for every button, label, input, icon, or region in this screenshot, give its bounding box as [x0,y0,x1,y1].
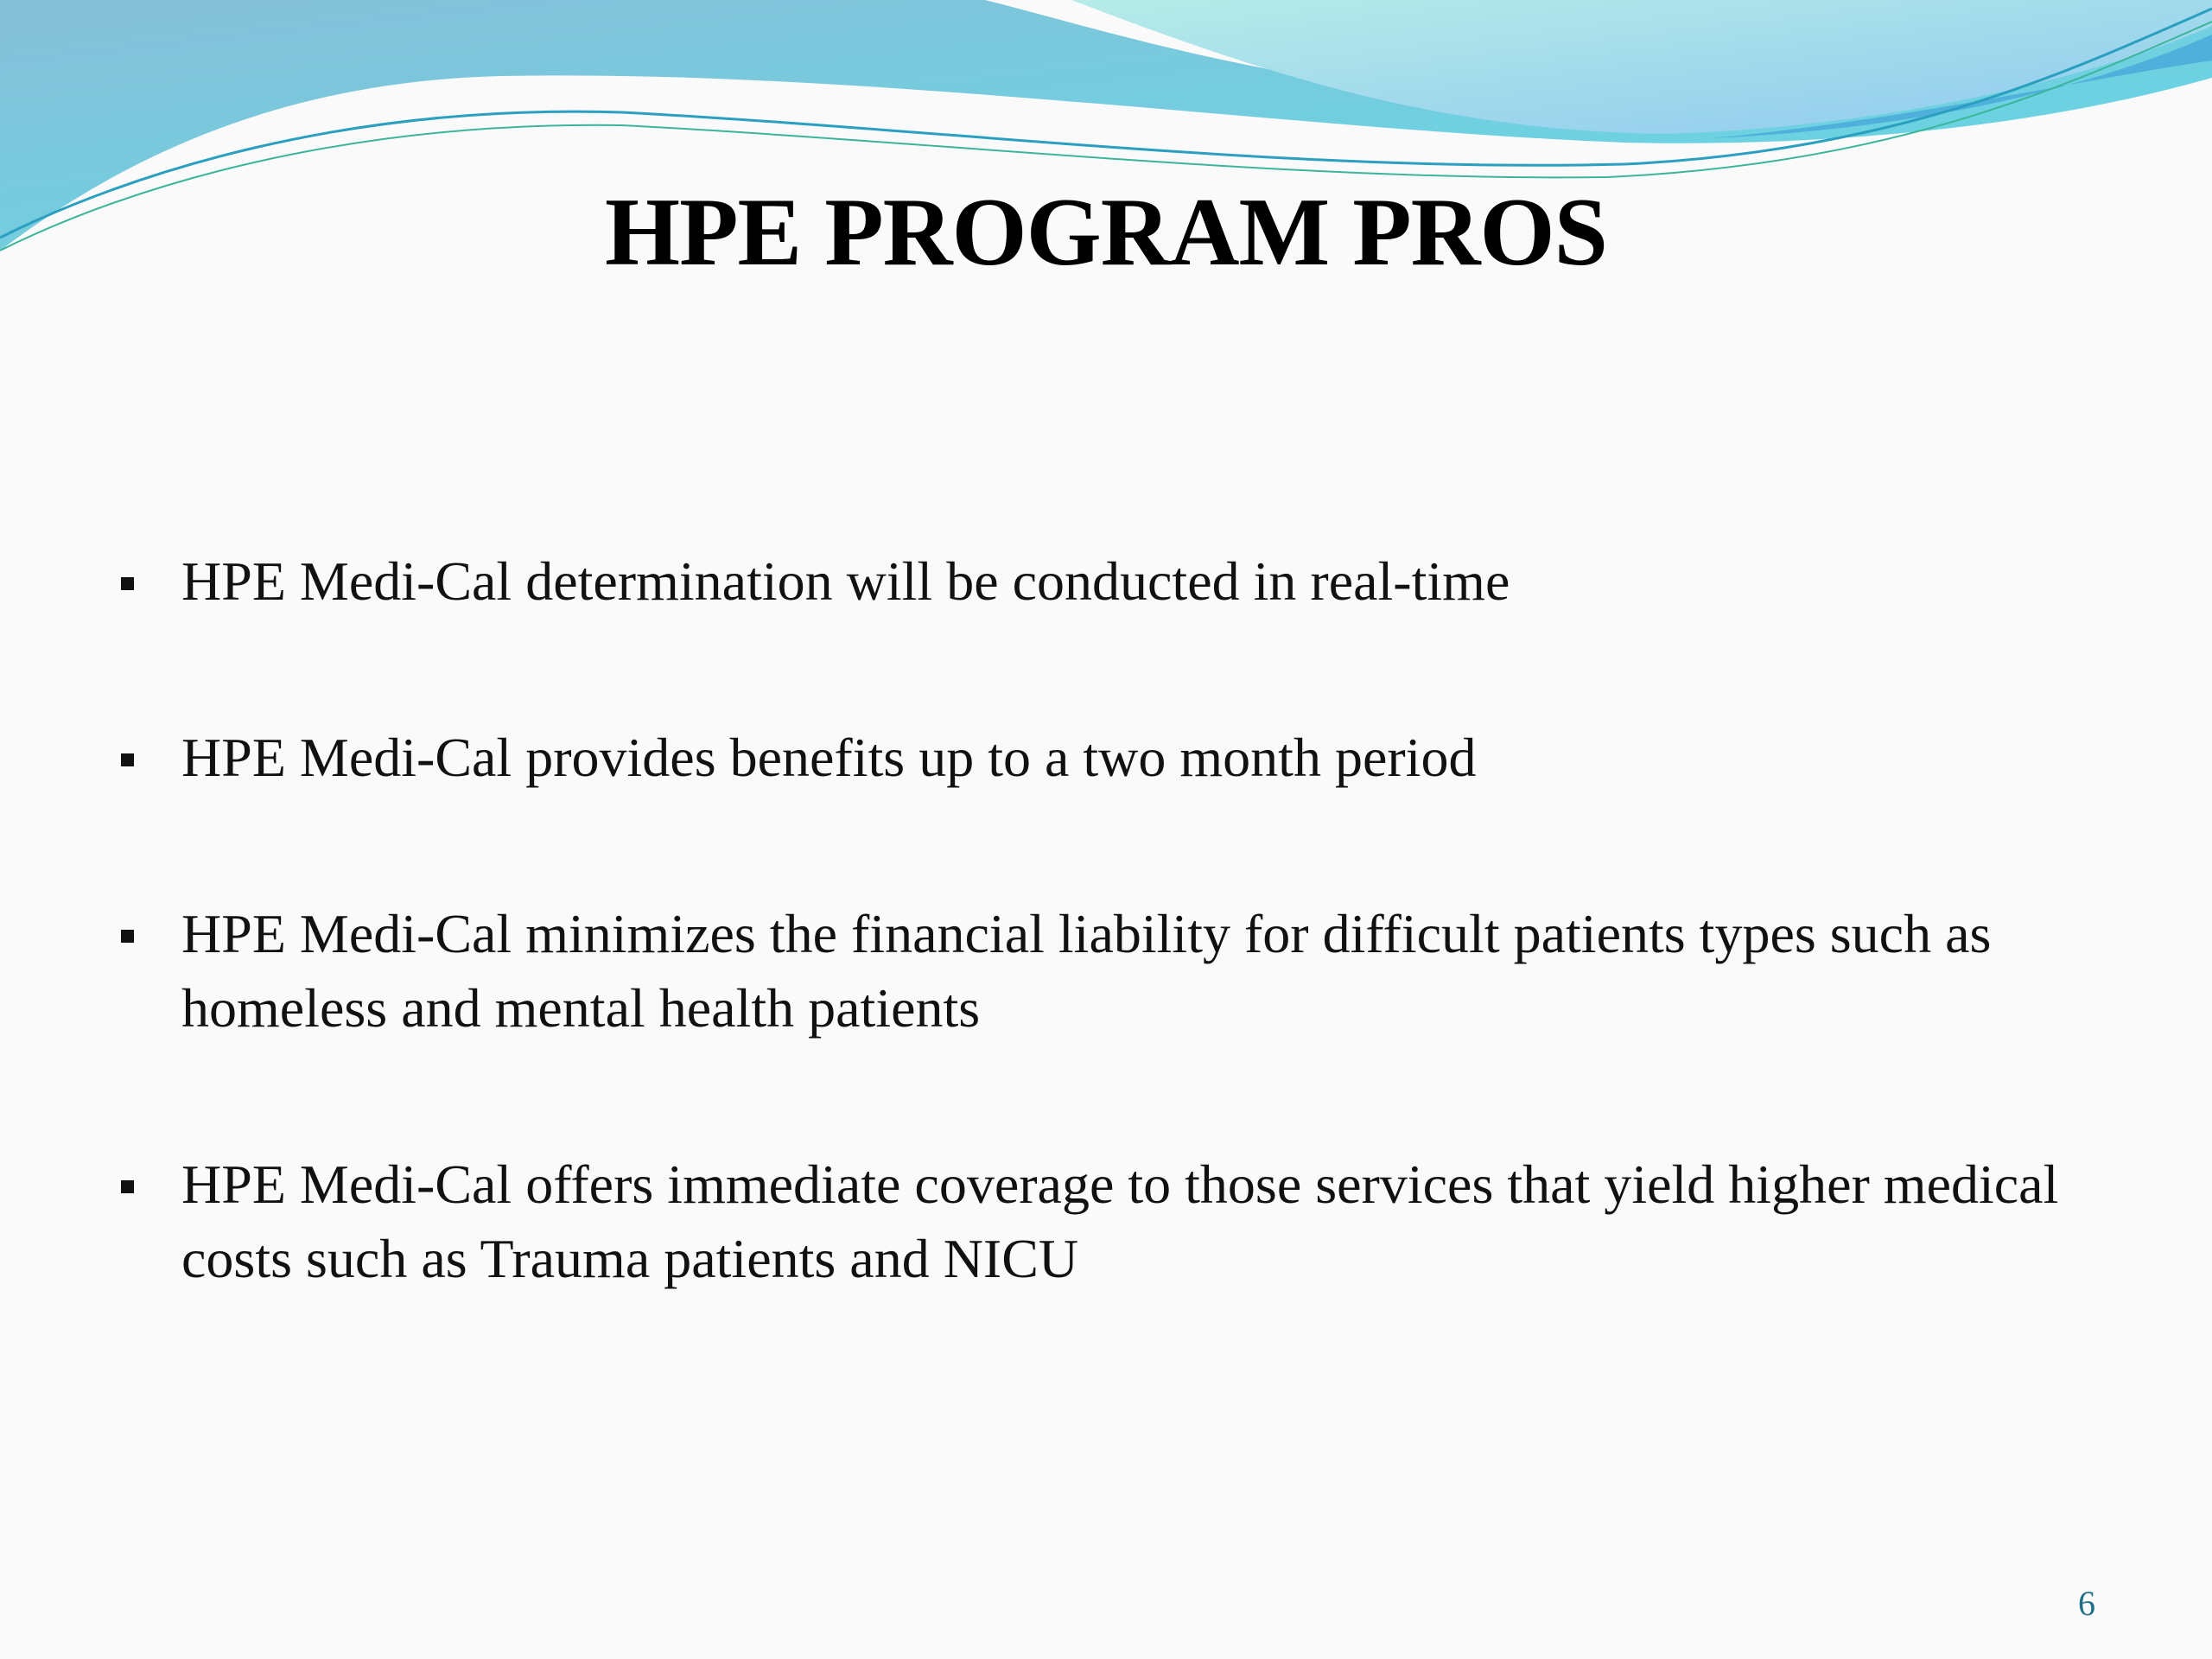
square-bullet-icon [121,753,134,766]
bullet-list [121,544,2108,1398]
page-number: 6 [2078,1584,2095,1623]
bullet-text: HPE Medi-Cal minimizes the financial liability for difficult patients types such as homeless and mental health patients [181,903,1992,1039]
bullet-item [121,721,2108,795]
bullet-text: HPE Medi-Cal determination will be conducted in real-time [181,550,1510,612]
bullet-item [121,544,2108,619]
bullet-text: HPE Medi-Cal provides benefits up to a two month period [181,727,1477,788]
square-bullet-icon [121,1180,134,1193]
bullet-item [121,1147,2169,1296]
square-bullet-icon [121,930,134,943]
square-bullet-icon [121,577,134,590]
bullet-text: HPE Medi-Cal offers immediate coverage to those services that yield higher medical costs such as Trauma patients and NICU [181,1154,2059,1289]
slide-title: HPE PROGRAM PROS [605,179,1607,286]
bullet-item [121,897,2039,1046]
